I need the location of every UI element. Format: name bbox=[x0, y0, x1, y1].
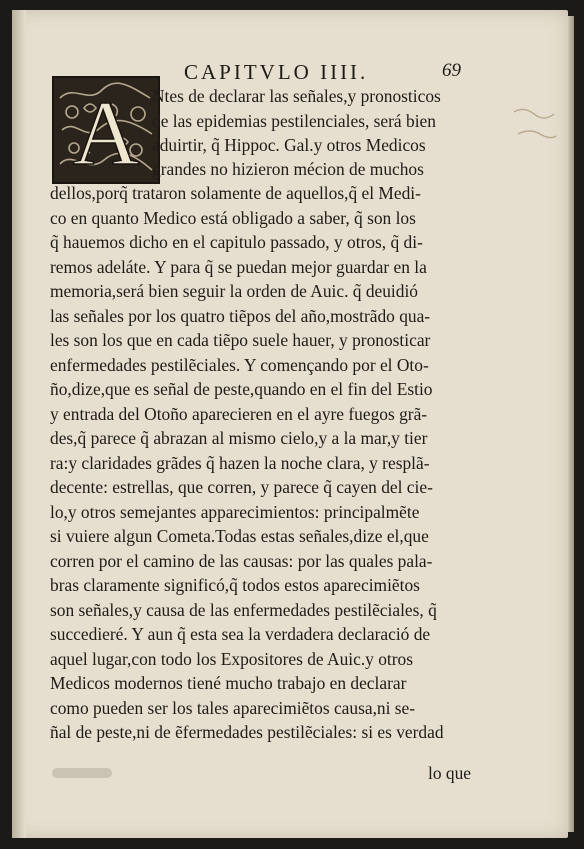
text-line: memoria,será bien seguir la orden de Auic. q̃ deuidió bbox=[50, 281, 418, 301]
text-line: aquel lugar,con todo los Expositores de Auic.y otros bbox=[50, 649, 413, 669]
text-line: aduirtir, q̃ Hippoc. Gal.y otros Medicos bbox=[152, 135, 426, 155]
catchword: lo que bbox=[428, 763, 471, 783]
running-title: CAPITVLO IIII. bbox=[184, 60, 369, 84]
text-line: de las epidemias pestilenciales, será bien bbox=[152, 111, 436, 131]
page-edge bbox=[568, 16, 574, 832]
text-line: y entrada del Otoño aparecieren en el ayre fuegos grã- bbox=[50, 404, 428, 424]
text-line: decente: estrellas, que corren, y parece q̃ cayen del cie- bbox=[50, 477, 433, 497]
decorated-initial bbox=[52, 76, 160, 184]
text-line: grandes no hizieron mécion de muchos bbox=[152, 159, 424, 179]
book-page bbox=[12, 10, 568, 838]
text-line: las señales por los quatro tiẽpos del año,mostrãdo qua- bbox=[50, 306, 431, 326]
text-line: ñal de peste,ni de ẽfermedades pestilẽciales: si es verdad bbox=[50, 722, 444, 742]
page-gutter bbox=[12, 10, 26, 838]
text-line: como pueden ser los tales aparecimiẽtos causa,ni se- bbox=[50, 698, 416, 718]
text-line: Ntes de declarar las señales,y pronosticos bbox=[152, 86, 441, 106]
initial-letter: A bbox=[72, 82, 140, 182]
text-line: q̃ hauemos dicho en el capitulo passado, y otros, q̃ di- bbox=[50, 232, 423, 252]
text-line: des,q̃ parece q̃ abrazan al mismo cielo,y a la mar,y tier bbox=[50, 428, 428, 448]
text-line: lo,y otros semejantes apparecimientos: principalmẽte bbox=[50, 502, 420, 522]
ink-smudge bbox=[52, 768, 112, 778]
folio-number: 69 bbox=[442, 60, 461, 81]
text-line: bras claramente significó,q̃ todos estos aparecimiẽtos bbox=[50, 575, 420, 595]
text-line: corren por el camino de las causas: por las quales pala- bbox=[50, 551, 433, 571]
text-line: succedieré. Y aun q̃ esta sea la verdadera declaració de bbox=[50, 624, 431, 644]
text-line: co en quanto Medico está obligado a saber, q̃ son los bbox=[50, 208, 416, 228]
text-line: ra:y claridades grãdes q̃ hazen la noche clara, y resplã- bbox=[50, 453, 430, 473]
text-line: Medicos modernos tiené mucho trabajo en declarar bbox=[50, 673, 407, 693]
floral-initial-icon bbox=[54, 78, 158, 182]
margin-ink-mark bbox=[512, 104, 558, 144]
text-line: les son los que en cada tiẽpo suele hauer, y pronosticar bbox=[50, 330, 431, 350]
text-line: si vuiere algun Cometa.Todas estas señales,dize el,que bbox=[50, 526, 429, 546]
text-line: enfermedades pestilẽciales. Y començando por el Oto- bbox=[50, 355, 429, 375]
text-line: remos adeláte. Y para q̃ se puedan mejor guardar en la bbox=[50, 257, 427, 277]
text-line: ño,dize,que es señal de peste,quando en el fin del Estio bbox=[50, 379, 433, 399]
text-line: son señales,y causa de las enfermedades pestilẽciales, q̃ bbox=[50, 600, 437, 620]
text-line: dellos,porq̃ trataron solamente de aquellos,q̃ el Medi- bbox=[50, 183, 421, 203]
